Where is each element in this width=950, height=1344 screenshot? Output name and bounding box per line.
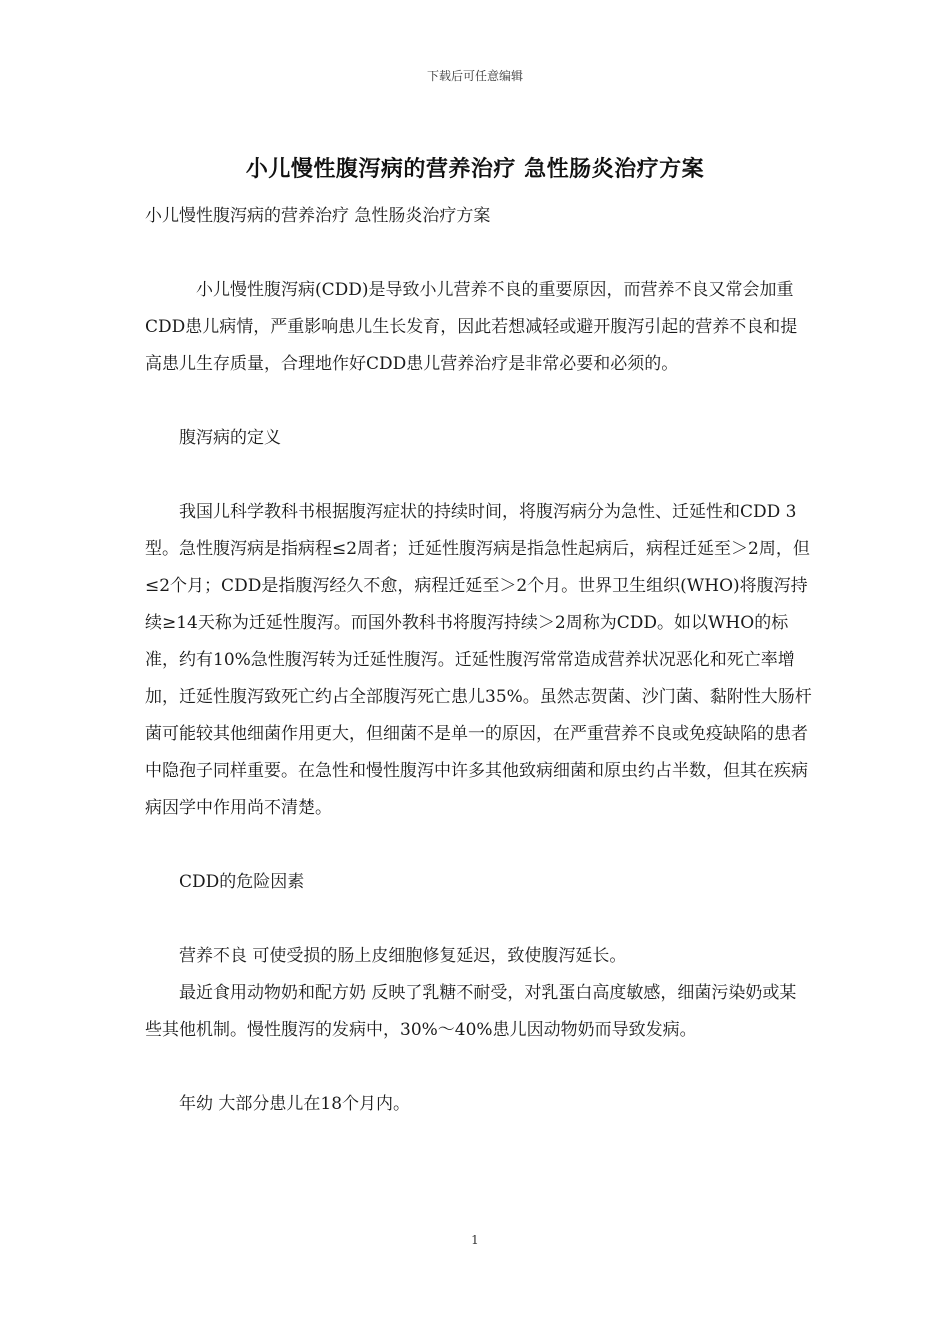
spacer <box>145 383 813 420</box>
risk-malnutrition-paragraph: 营养不良 可使受损的肠上皮细胞修复延迟，致使腹泻延长。 <box>179 946 627 966</box>
risk-milk-paragraph: 最近食用动物奶和配方奶 反映了乳糖不耐受，对乳蛋白高度敏感，细菌污染奶或某些其他机制。慢性腹泻的发病中，30%～40%患儿因动物奶而导致发病。 <box>145 983 797 1040</box>
spacer <box>145 1049 813 1086</box>
document-subtitle: 小儿慢性腹泻病的营养治疗 急性肠炎治疗方案 <box>145 206 491 226</box>
spacer <box>145 901 813 938</box>
spacer <box>145 235 813 272</box>
spacer <box>145 827 813 864</box>
section-heading-risk-factors: CDD的危险因素 <box>179 872 305 892</box>
definition-paragraph: 我国儿科学教科书根据腹泻症状的持续时间，将腹泻病分为急性、迁延性和CDD 3型。急性腹泻病是指病程≤2周者；迁延性腹泻病是指急性起病后，病程迁延至＞2周，但≤2个月；CDD是指腹泻经久不愈，病程迁延至＞2个月。世界卫生组织(WHO)将腹泻持续≥14天称为迁延性腹泻。而国外教科书将腹泻持续＞2周称为CDD。如以WHO的标准，约有10%急性腹泻转为迁延性腹泻。迁延性腹泻常常造成营养状况恶化和死亡率增加，迁延性腹泻致死亡约占全部腹泻死亡患儿35%。虽然志贺菌、沙门菌、黏附性大肠杆菌可能较其他细菌作用更大，但细菌不是单一的原因，在严重营养不良或免疫缺陷的患者中隐孢子同样重要。在急性和慢性腹泻中许多其他致病细菌和原虫约占半数，但其在疾病病因学中作用尚不清楚。 <box>145 502 812 818</box>
section-heading-definition: 腹泻病的定义 <box>179 428 281 448</box>
document-body <box>145 198 813 1123</box>
risk-age-paragraph: 年幼 大部分患儿在18个月内。 <box>179 1094 411 1114</box>
document-title: 小儿慢性腹泻病的营养治疗 急性肠炎治疗方案 <box>245 156 705 182</box>
intro-paragraph: 小儿慢性腹泻病(CDD)是导致小儿营养不良的重要原因，而营养不良又常会加重CDD患儿病情，严重影响患儿生长发育，因此若想减轻或避开腹泻引起的营养不良和提高患儿生存质量，合理地作好CDD患儿营养治疗是非常必要和必须的。 <box>145 280 798 374</box>
page-number: 1 <box>471 1233 479 1247</box>
spacer <box>145 457 813 494</box>
header-note: 下载后可任意编辑 <box>426 69 523 83</box>
